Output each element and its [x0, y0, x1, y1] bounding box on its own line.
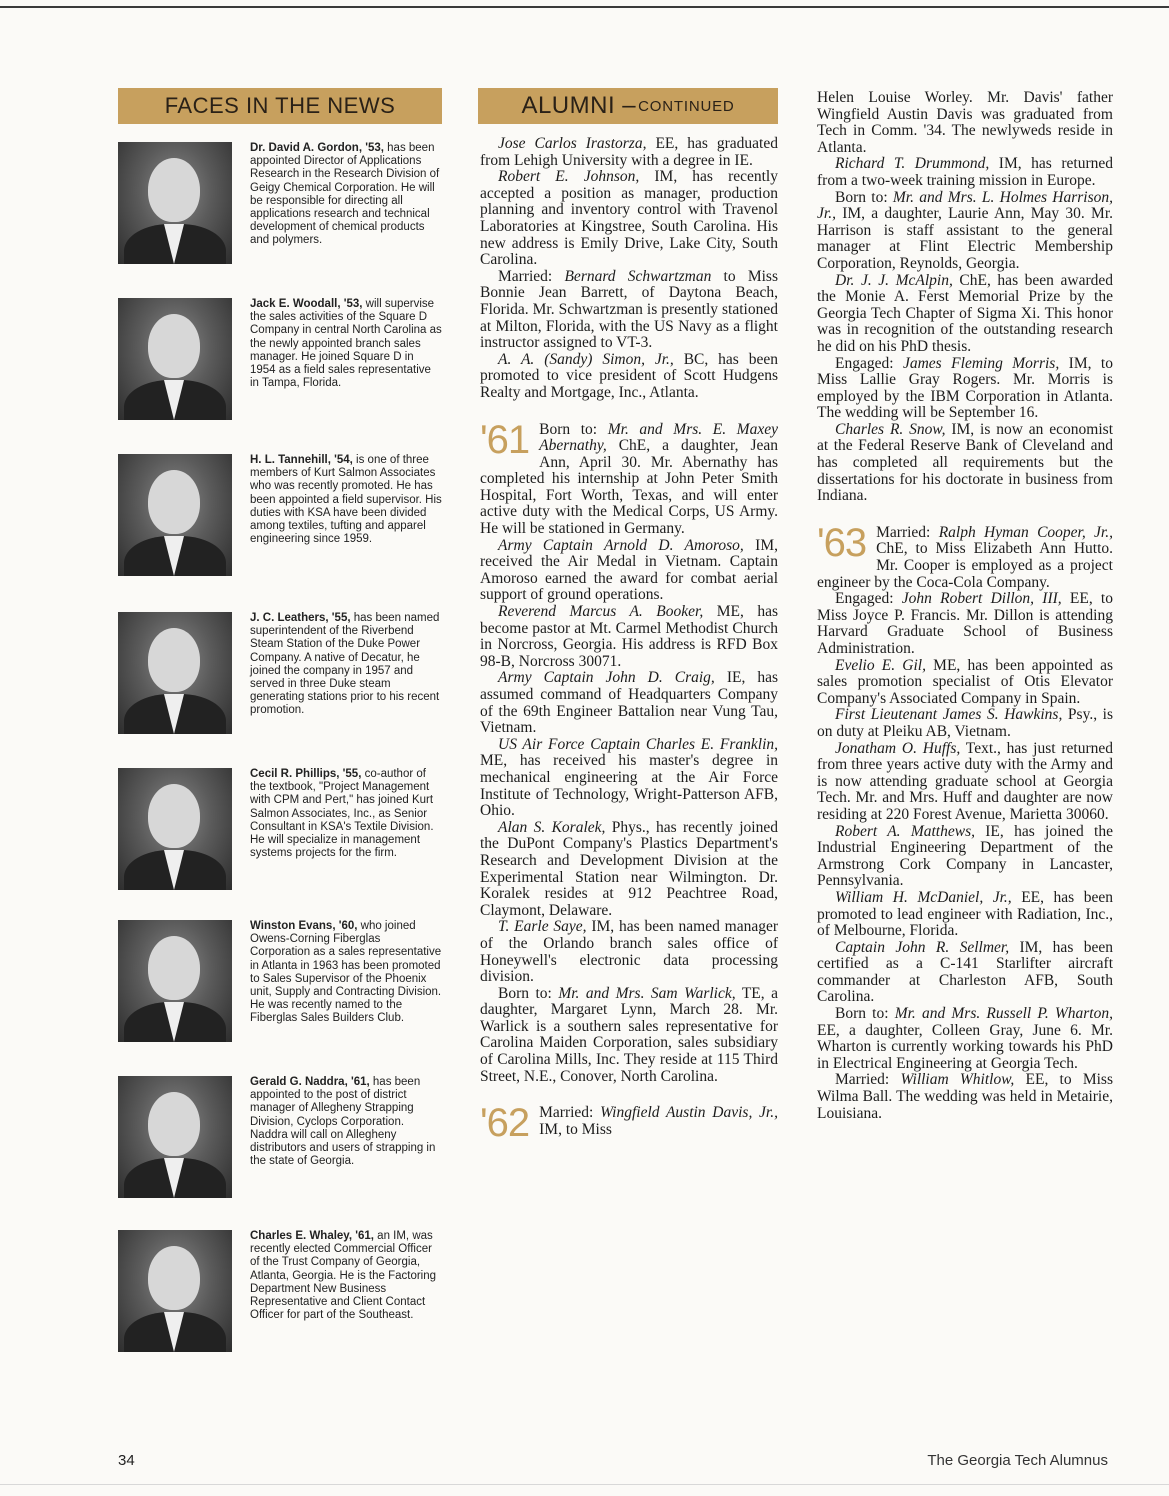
news-item: Robert E. Johnson, IM, has recently accepted a position as manager, production planning and inventory control with Travenol Laboratories at Kingstree, South Carolina. His new address is Emily Drive, Lake City, South Carolina. — [480, 168, 778, 269]
news-item: Born to: Mr. and Mrs. Sam Warlick, TE, a daughter, Margaret Lynn, March 28. Mr. Warlick is a southern sales representative for Carolina Maiden Corporation, sales subsidiary of Carolina Mills, Inc. They reside at 115 Third Street, N.E., Conover, North Carolina. — [480, 984, 778, 1085]
news-item: Dr. J. J. McAlpin, ChE, has been awarded the Monie A. Ferst Memorial Prize by the Georgia Tech Chapter of Sigma Xi. This honor was in recognition of the outstanding research he did on his PhD thesis. — [817, 271, 1113, 355]
portrait-photo — [118, 142, 232, 264]
page-number: 34 — [118, 1452, 135, 1469]
portrait-photo — [118, 454, 232, 576]
news-item: Born to: Mr. and Mrs. L. Holmes Harrison, Jr., IM, a daughter, Laurie Ann, May 30. Mr. Harrison is staff assistant to the general manager at Flint Electric Membership Corporation, Reynolds, Georgia. — [817, 188, 1113, 272]
news-item: Army Captain Arnold D. Amoroso, IM, received the Air Medal in Vietnam. Captain Amoroso earned the award for combat aerial support of ground operations. — [480, 536, 778, 604]
news-item: Jose Carlos Irastorza, EE, has graduated from Lehigh University with a degree in IE. — [480, 135, 778, 169]
publication-title: The Georgia Tech Alumnus — [927, 1452, 1108, 1469]
news-item: Born to: Mr. and Mrs. Russell P. Wharton, EE, a daughter, Colleen Gray, June 6. Mr. Wharton is currently working towards his PhD in Electrical Engineering at Georgia Tech. — [817, 1005, 1113, 1072]
news-item: Charles R. Snow, IM, is now an economist at the Federal Reserve Bank of Cleveland and has completed all requirements but the dissertations for his doctorate in business from Indiana. — [817, 420, 1113, 505]
class-year-label: '62 — [480, 1101, 530, 1146]
news-item: Captain John R. Sellmer, IM, has been certified as a C-141 Starlifter aircraft commander at Charleston AFB, South Carolina. — [817, 938, 1113, 1006]
class-year-section: '62 Married: Wingfield Austin Davis, Jr., IM, to Miss — [480, 1101, 778, 1146]
news-item: Army Captain John D. Craig, IE, has assumed command of Headquarters Company of the 69th Engineer Battalion near Vung Tau, Vietnam. — [480, 669, 778, 737]
news-item: Jonatham O. Huffs, Text., has just returned from three years active duty with the Army and is now attending graduate school at Georgia Tech. Mr. and Mrs. Huff and daughter are now residing at 220 Forest Avenue, Marietta 30060. — [817, 739, 1113, 823]
class-year-label: '61 — [480, 417, 530, 462]
bottom-rule — [0, 1484, 1169, 1485]
portrait-photo — [118, 612, 232, 734]
news-item: T. Earle Saye, IM, has been named manager of the Orlando branch sales office of Honeywell's electronic data processing division. — [480, 918, 778, 986]
portrait-photo — [118, 1230, 232, 1352]
top-rule — [0, 6, 1169, 8]
class-year-label: '63 — [817, 520, 867, 565]
news-item: First Lieutenant James S. Hawkins, Psy., is on duty at Pleiku AB, Vietnam. — [817, 706, 1114, 740]
portrait-photo — [118, 920, 232, 1042]
news-item: US Air Force Captain Charles E. Franklin, ME, has received his master's degree in mechanical engineering at the Air Force Institute of Technology, Wright-Patterson AFB, Ohio. — [480, 735, 778, 820]
news-item: Married: William Whitlow, EE, to Miss Wilma Ball. The wedding was held in Metairie, Louisiana. — [817, 1071, 1113, 1122]
news-item: Reverend Marcus A. Booker, ME, has become pastor at Mt. Carmel Methodist Church in Norcross, Georgia. His address is RFD Box 98-B, Norcross 30071. — [480, 603, 778, 670]
news-item: Engaged: James Fleming Morris, IM, to Miss Lallie Gray Rogers. Mr. Morris is employed by the IBM Corporation in Atlanta. The wedding will be September 16. — [817, 354, 1113, 422]
news-item: Engaged: John Robert Dillon, III, EE, to Miss Joyce P. Francis. Mr. Dillon is attending Harvard Graduate School of Business Administration. — [817, 590, 1113, 657]
news-item: Evelio E. Gil, ME, has been appointed as sales promotion specialist of Otis Elevator Company's Associated Company in Spain. — [817, 656, 1113, 707]
news-item: William H. McDaniel, Jr., EE, has been promoted to lead engineer with Radiation, Inc., of Melbourne, Florida. — [817, 888, 1114, 940]
news-item: Robert A. Matthews, IE, has joined the Industrial Engineering Department of the Armstrong Cork Company in Lancaster, Pennsylvania. — [817, 822, 1113, 890]
news-item: Helen Louise Worley. Mr. Davis' father Wingfield Austin Davis was graduated from Tech in Comm. '34. The newlyweds reside in Atlanta. — [817, 89, 1113, 156]
class-year-section: '61 Born to: Mr. and Mrs. E. Maxey Abernathy, ChE, a daughter, Jean Ann, April 30. Mr. Abernathy has completed his internship at John Peter Smith Hospital, Fort Worth, Texas, and will enter active duty with the Medical Corps, US Army. He will be stationed in Germany. — [480, 417, 778, 538]
portrait-photo — [118, 768, 232, 890]
news-item: A. A. (Sandy) Simon, Jr., BC, has been promoted to vice president of Scott Hudgens Realty and Mortgage, Inc., Atlanta. — [480, 350, 778, 401]
alumni-column-2 — [817, 90, 1113, 1122]
class-year-section: '63 Married: Ralph Hyman Cooper, Jr., ChE, to Miss Elizabeth Ann Hutto. Mr. Cooper is employed as a project engineer by the Coca-Cola Company. — [817, 520, 1113, 591]
faces-banner: FACES IN THE NEWS — [118, 88, 442, 124]
news-item: Alan S. Koralek, Phys., has recently joined the DuPont Company's Plastics Department's Research and Development Division at the Experimental Station near Wilmington. Dr. Koralek resides at 912 Peachtree Road, Claymont, Delaware. — [480, 818, 778, 919]
alumni-column-1 — [480, 135, 778, 1146]
news-item: Married: Bernard Schwartzman to Miss Bonnie Jean Barrett, of Daytona Beach, Florida. Mr. Schwartzman is presently stationed at Milton, Florida, with the US Navy as a flight instructor assigned to VT-3. — [480, 267, 778, 352]
news-item: Richard T. Drummond, IM, has returned from a two-week training mission in Europe. — [817, 155, 1113, 189]
portrait-photo — [118, 298, 232, 420]
alumni-banner: ALUMNI – CONTINUED — [478, 88, 778, 124]
portrait-photo — [118, 1076, 232, 1198]
